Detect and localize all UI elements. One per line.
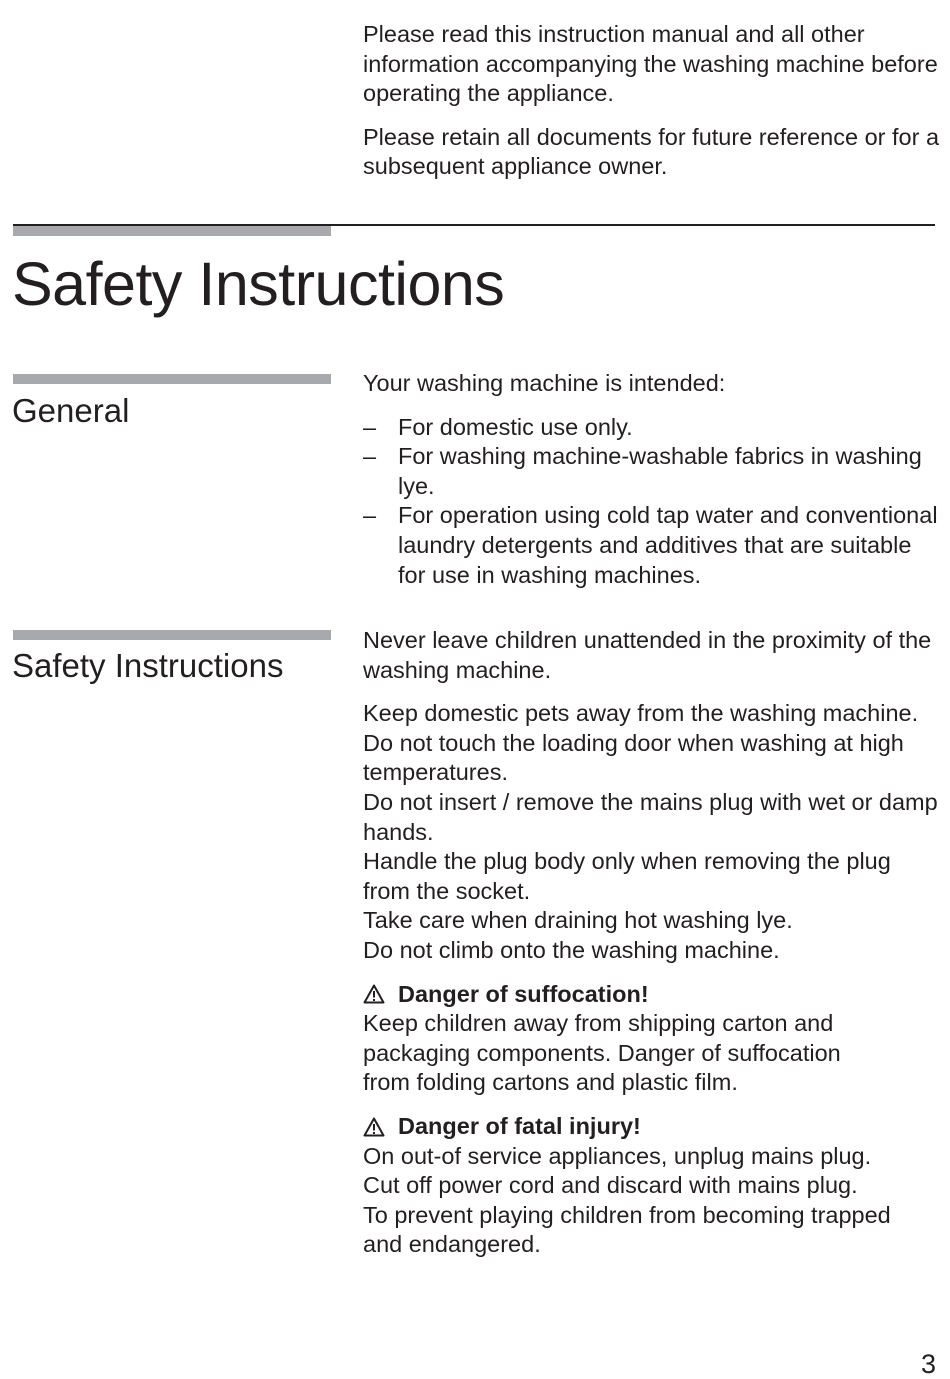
bullet-dash: – xyxy=(363,443,377,470)
section-rule-thin xyxy=(13,224,935,226)
safety-paragraph: Never leave children unattended in the proximity of the washing machine. xyxy=(363,627,932,683)
general-heading: General xyxy=(12,392,130,429)
warning-heading xyxy=(363,980,943,1010)
warning-text: Cut off power cord and discard with mains plug. xyxy=(363,1172,858,1199)
intro-section xyxy=(363,20,943,182)
warning-title: Danger of fatal injury! xyxy=(398,1112,641,1139)
warning-block xyxy=(363,980,943,1098)
warning-text: from folding cartons and plastic film. xyxy=(363,1069,738,1096)
bullet-dash: – xyxy=(363,413,377,440)
safety-line: Do not insert / remove the mains plug with wet or damp hands. xyxy=(363,788,938,845)
list-item xyxy=(363,442,943,501)
safety-line: Keep domestic pets away from the washing machine. xyxy=(363,700,919,727)
list-item xyxy=(363,501,943,590)
list-item-text: For washing machine-washable fabrics in washing lye. xyxy=(398,443,922,499)
warning-block xyxy=(363,1112,943,1260)
warning-triangle-icon xyxy=(363,984,385,1004)
general-heading-rule xyxy=(13,374,331,384)
general-section xyxy=(363,369,943,590)
bullet-dash: – xyxy=(363,502,377,529)
safety-block xyxy=(363,626,943,685)
warning-triangle-icon xyxy=(363,1117,385,1137)
warning-text: To prevent playing children from becoming trapped xyxy=(363,1201,891,1228)
warning-text: and endangered. xyxy=(363,1231,541,1258)
warning-title: Danger of suffocation! xyxy=(398,980,649,1007)
warning-text: packaging components. Danger of suffocation xyxy=(363,1039,841,1066)
safety-heading-rule xyxy=(13,630,331,640)
safety-line: Handle the plug body only when removing the plug from the socket. xyxy=(363,848,891,904)
warning-text: Keep children away from shipping carton and xyxy=(363,1010,834,1037)
page-title: Safety Instructions xyxy=(12,250,505,318)
safety-block xyxy=(363,699,943,965)
intro-paragraph: Please retain all documents for future reference or for a subsequent appliance owner. xyxy=(363,123,940,180)
safety-line: Do not touch the loading door when washing at high temperatures. xyxy=(363,729,904,786)
safety-heading: Safety Instructions xyxy=(12,647,284,684)
warning-text: On out-of service appliances, unplug mains plug. xyxy=(363,1142,872,1169)
list-item xyxy=(363,413,943,443)
safety-line: Take care when draining hot washing lye. xyxy=(363,907,793,934)
warning-heading xyxy=(363,1112,943,1142)
intro-paragraph: Please read this instruction manual and all other information accompanying the washing machine before operating the appliance. xyxy=(363,21,938,107)
safety-section xyxy=(363,626,943,1260)
general-list xyxy=(363,413,943,591)
general-lead: Your washing machine is intended: xyxy=(363,370,726,396)
page-number: 3 xyxy=(920,1349,936,1379)
list-item-text: For operation using cold tap water and conventional laundry detergents and additives that are suitable for use in washing machines. xyxy=(398,502,938,588)
section-rule-thick xyxy=(13,226,331,236)
list-item-text: For domestic use only. xyxy=(398,413,633,440)
safety-line: Do not climb onto the washing machine. xyxy=(363,936,780,963)
